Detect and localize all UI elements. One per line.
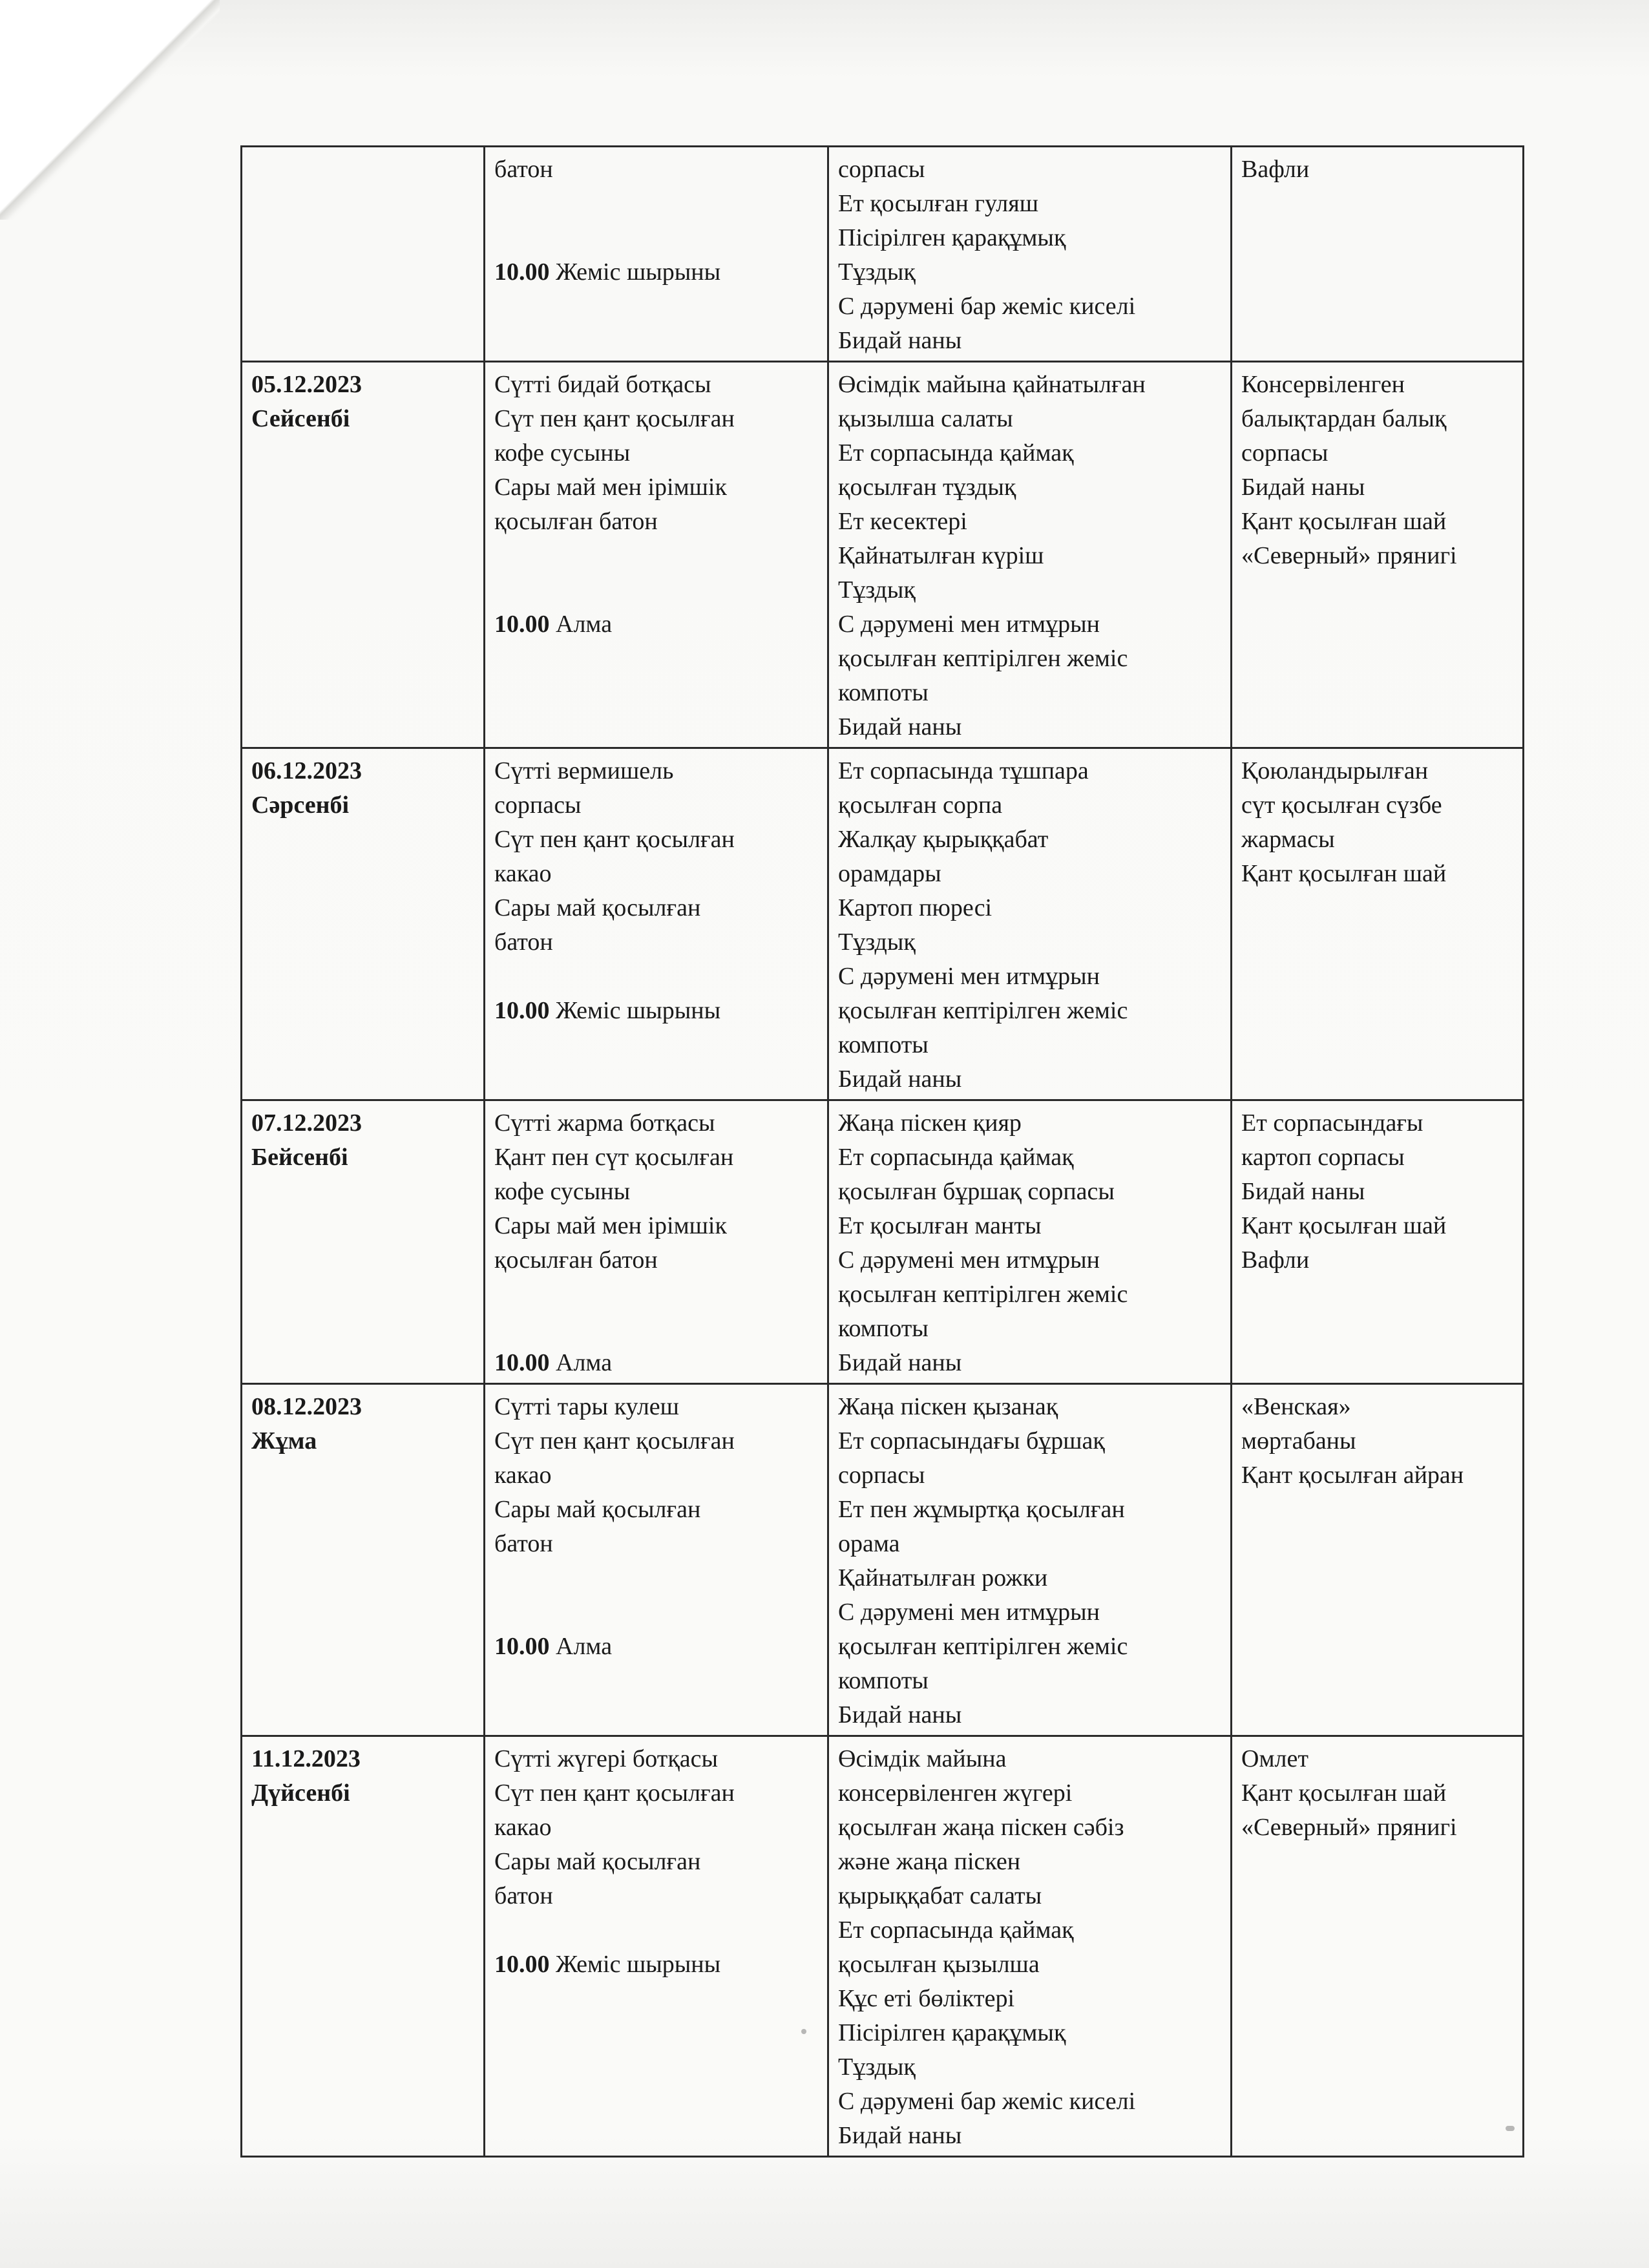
- dinner-cell: [1232, 147, 1524, 362]
- list-item: батон: [494, 1882, 553, 1909]
- list-item: кофе сусыны: [494, 1178, 631, 1205]
- snack-time: 10.00: [494, 1951, 550, 1978]
- list-item: қосылған сорпа: [838, 792, 1003, 819]
- list-item: қосылған кептірілген жеміс: [838, 1281, 1128, 1308]
- date-label: 08.12.2023: [251, 1393, 362, 1420]
- date-label: 07.12.2023: [251, 1109, 362, 1137]
- list-item: Жаңа піскен қызанақ: [838, 1393, 1058, 1420]
- date-label: 06.12.2023: [251, 757, 362, 784]
- scan-speck: [801, 2029, 806, 2034]
- list-item: Сүтті жарма ботқасы: [494, 1109, 715, 1137]
- list-item: Бидай наны: [838, 1701, 962, 1728]
- snack-line: [494, 1346, 818, 1380]
- list-item: Ет сорпасындағы: [1241, 1109, 1423, 1137]
- date-cell: [242, 1736, 485, 2157]
- list-item: какао: [494, 860, 552, 887]
- list-item: компоты: [838, 1031, 929, 1058]
- list-item: «Северный» прянигі: [1241, 1814, 1457, 1841]
- list-item: қосылған қызылша: [838, 1951, 1040, 1978]
- list-item: Картоп пюресі: [838, 894, 993, 921]
- date-cell: [242, 362, 485, 748]
- day-label: Сәрсенбі: [251, 792, 350, 819]
- list-item: Өсімдік майына қайнатылған: [838, 371, 1146, 398]
- breakfast-cell: [485, 362, 828, 748]
- list-item: Ет кесектері: [838, 508, 967, 535]
- folded-page-corner: [0, 0, 220, 220]
- list-item: С дәрумені бар жеміс киселі: [838, 293, 1136, 320]
- list-item: Жалқау қырыққабат: [838, 826, 1049, 853]
- snack-time: 10.00: [494, 258, 550, 286]
- snack-line: [494, 1630, 818, 1664]
- lunch-cell: [828, 748, 1232, 1100]
- list-item: С дәрумені бар жеміс киселі: [838, 2088, 1136, 2115]
- list-item: Сүт пен қант қосылған: [494, 1427, 735, 1454]
- list-item: сорпасы: [1241, 439, 1329, 467]
- list-item: Сүтті бидай ботқасы: [494, 371, 711, 398]
- list-item: Қант қосылған шай: [1241, 1212, 1447, 1239]
- list-item: Бидай наны: [838, 2122, 962, 2149]
- list-item: Құс еті бөліктері: [838, 1985, 1015, 2012]
- list-item: «Северный» прянигі: [1241, 542, 1457, 569]
- list-item: Вафли: [1241, 1246, 1310, 1274]
- breakfast-cell: [485, 1736, 828, 2157]
- table-row: [242, 362, 1524, 748]
- list-item: Консервіленген: [1241, 371, 1405, 398]
- list-item: қосылған батон: [494, 508, 658, 535]
- list-item: Бидай наны: [1241, 474, 1365, 501]
- snack-line: [494, 607, 818, 642]
- list-item: қосылған жаңа піскен сәбіз: [838, 1814, 1124, 1841]
- list-item: балықтардан балық: [1241, 405, 1447, 432]
- snack-item: Жеміс шырыны: [556, 997, 721, 1024]
- list-item: орамдары: [838, 860, 941, 887]
- list-item: Қант қосылған шай: [1241, 1780, 1447, 1807]
- lunch-cell: [828, 147, 1232, 362]
- list-item: қызылша салаты: [838, 405, 1013, 432]
- list-item: Қоюландырылған: [1241, 757, 1429, 784]
- list-item: Тұздық: [838, 258, 916, 286]
- list-item: қырыққабат салаты: [838, 1882, 1042, 1909]
- list-item: Сүтті тары кулеш: [494, 1393, 679, 1420]
- table-row: [242, 1100, 1524, 1384]
- list-item: Қант қосылған шай: [1241, 860, 1447, 887]
- list-item: картоп сорпасы: [1241, 1144, 1405, 1171]
- day-label: Дүйсенбі: [251, 1780, 350, 1807]
- list-item: Ет сорпасындағы бұршақ: [838, 1427, 1105, 1454]
- list-item: Сары май қосылған: [494, 1496, 701, 1523]
- lunch-cell: [828, 362, 1232, 748]
- list-item: Сүт пен қант қосылған: [494, 405, 735, 432]
- date-label: 05.12.2023: [251, 371, 362, 398]
- menu-table: [240, 145, 1524, 2158]
- list-item: компоты: [838, 1315, 929, 1342]
- breakfast-cell: [485, 147, 828, 362]
- list-item: Пісірілген қарақұмық: [838, 2019, 1066, 2046]
- list-item: Сары май қосылған: [494, 1848, 701, 1875]
- list-item: қосылған кептірілген жеміс: [838, 1633, 1128, 1660]
- list-item: Тұздық: [838, 576, 916, 604]
- list-item: Ет қосылған гуляш: [838, 190, 1038, 217]
- lunch-cell: [828, 1736, 1232, 2157]
- list-item: какао: [494, 1462, 552, 1489]
- date-cell: [242, 147, 485, 362]
- list-item: Пісірілген қарақұмық: [838, 224, 1066, 251]
- list-item: Бидай наны: [838, 713, 962, 740]
- list-item: қосылған кептірілген жеміс: [838, 645, 1128, 672]
- lunch-cell: [828, 1384, 1232, 1736]
- list-item: Сары май мен ірімшік: [494, 1212, 727, 1239]
- snack-line: [494, 255, 818, 289]
- table-row: [242, 1736, 1524, 2157]
- day-label: Сейсенбі: [251, 405, 350, 432]
- list-item: Қант қосылған айран: [1241, 1462, 1464, 1489]
- breakfast-cell: [485, 1100, 828, 1384]
- list-item: Сүтті вермишель: [494, 757, 674, 784]
- list-item: Ет сорпасында тұшпара: [838, 757, 1089, 784]
- list-item: «Венская»: [1241, 1393, 1351, 1420]
- list-item: Омлет: [1241, 1745, 1308, 1772]
- lunch-cell: [828, 1100, 1232, 1384]
- list-item: кофе сусыны: [494, 439, 631, 467]
- snack-time: 10.00: [494, 1633, 550, 1660]
- list-item: Бидай наны: [1241, 1178, 1365, 1205]
- list-item: Тұздық: [838, 2053, 916, 2081]
- snack-item: Алма: [556, 1633, 613, 1660]
- list-item: Ет сорпасында қаймақ: [838, 439, 1074, 467]
- snack-line: [494, 994, 818, 1028]
- dinner-cell: [1232, 1736, 1524, 2157]
- list-item: консервіленген жүгері: [838, 1780, 1073, 1807]
- date-cell: [242, 748, 485, 1100]
- list-item: Ет қосылған манты: [838, 1212, 1042, 1239]
- snack-time: 10.00: [494, 997, 550, 1024]
- date-label: 11.12.2023: [251, 1745, 361, 1772]
- list-item: С дәрумені мен итмұрын: [838, 963, 1100, 990]
- day-label: Жұма: [251, 1427, 317, 1454]
- list-item: компоты: [838, 1667, 929, 1694]
- date-cell: [242, 1384, 485, 1736]
- day-label: Бейсенбі: [251, 1144, 348, 1171]
- list-item: Сүт пен қант қосылған: [494, 1780, 735, 1807]
- list-item: сүт қосылған сүзбе: [1241, 792, 1442, 819]
- list-item: Сүтті жүгері ботқасы: [494, 1745, 719, 1772]
- list-item: сорпасы: [494, 792, 582, 819]
- table-row: [242, 1384, 1524, 1736]
- list-item: С дәрумені мен итмұрын: [838, 1599, 1100, 1626]
- list-item: Өсімдік майына: [838, 1745, 1007, 1772]
- table-row: [242, 147, 1524, 362]
- scan-speck: [1506, 2126, 1515, 2131]
- list-item: сорпасы: [838, 156, 925, 183]
- snack-line: [494, 1948, 818, 1982]
- list-item: Бидай наны: [838, 1066, 962, 1093]
- list-item: какао: [494, 1814, 552, 1841]
- list-item: Сары май мен ірімшік: [494, 474, 727, 501]
- list-item: батон: [494, 1530, 553, 1557]
- breakfast-cell: [485, 1384, 828, 1736]
- snack-time: 10.00: [494, 1349, 550, 1376]
- list-item: қосылған тұздық: [838, 474, 1016, 501]
- list-item: Бидай наны: [838, 1349, 962, 1376]
- list-item: батон: [494, 929, 553, 956]
- table-row: [242, 748, 1524, 1100]
- list-item: Вафли: [1241, 156, 1310, 183]
- list-item: қосылған кептірілген жеміс: [838, 997, 1128, 1024]
- list-item: орама: [838, 1530, 900, 1557]
- snack-item: Алма: [556, 611, 613, 638]
- list-item: Қайнатылған рожки: [838, 1564, 1048, 1591]
- list-item: Тұздық: [838, 929, 916, 956]
- snack-item: Жеміс шырыны: [556, 1951, 721, 1978]
- date-cell: [242, 1100, 485, 1384]
- list-item: Ет сорпасында қаймақ: [838, 1916, 1074, 1944]
- snack-time: 10.00: [494, 611, 550, 638]
- breakfast-cell: [485, 748, 828, 1100]
- list-item: Бидай наны: [838, 327, 962, 354]
- dinner-cell: [1232, 748, 1524, 1100]
- list-item: Сары май қосылған: [494, 894, 701, 921]
- list-item: қосылған бұршақ сорпасы: [838, 1178, 1115, 1205]
- list-item: жармасы: [1241, 826, 1335, 853]
- list-item: Ет пен жұмыртқа қосылған: [838, 1496, 1125, 1523]
- snack-item: Жеміс шырыны: [556, 258, 721, 286]
- list-item: Қант пен сүт қосылған: [494, 1144, 734, 1171]
- list-item: Сүт пен қант қосылған: [494, 826, 735, 853]
- list-item: және жаңа піскен: [838, 1848, 1021, 1875]
- dinner-cell: [1232, 362, 1524, 748]
- list-item: сорпасы: [838, 1462, 925, 1489]
- list-item: батон: [494, 156, 553, 183]
- list-item: қосылған батон: [494, 1246, 658, 1274]
- dinner-cell: [1232, 1100, 1524, 1384]
- snack-item: Алма: [556, 1349, 613, 1376]
- list-item: С дәрумені мен итмұрын: [838, 1246, 1100, 1274]
- list-item: мөртабаны: [1241, 1427, 1356, 1454]
- list-item: С дәрумені мен итмұрын: [838, 611, 1100, 638]
- dinner-cell: [1232, 1384, 1524, 1736]
- list-item: Қант қосылған шай: [1241, 508, 1447, 535]
- list-item: Қайнатылған күріш: [838, 542, 1044, 569]
- list-item: Ет сорпасында қаймақ: [838, 1144, 1074, 1171]
- list-item: Жаңа піскен қияр: [838, 1109, 1022, 1137]
- list-item: компоты: [838, 679, 929, 706]
